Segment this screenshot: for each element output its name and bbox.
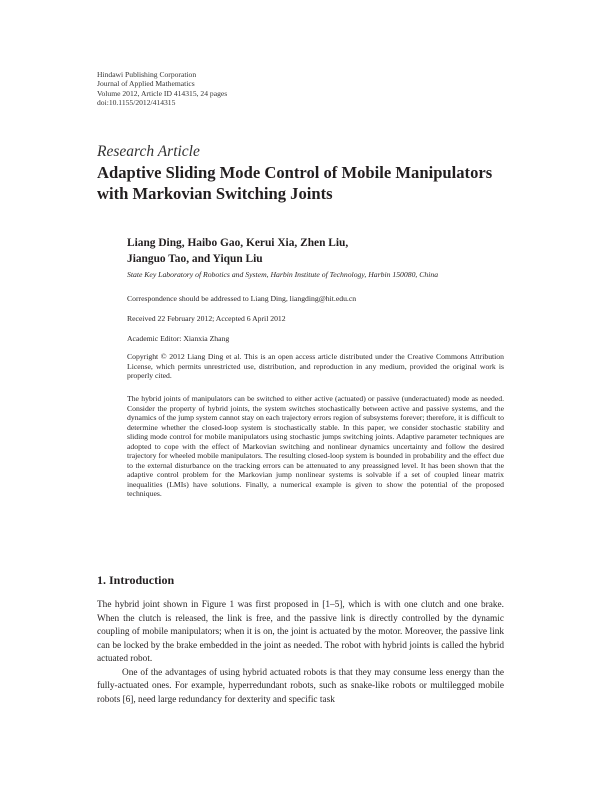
doi: doi:10.1155/2012/414315	[97, 98, 176, 108]
copyright-notice: Copyright © 2012 Liang Ding et al. This is an open access article distributed under the Creative Commons Attribution License, which permits unrestricted use, distribution, and reproduction in any medium, provided the original work is properly cited.	[127, 352, 504, 380]
abstract: The hybrid joints of manipulators can be switched to either active (actuated) or passive (underactuated) mode as needed. Consider the property of hybrid joints, the system switches stochastically between active and passive systems, and the dynamics of the jump system cannot stay on each trajectory errors region of subsystems forever; therefore, it is difficult to determine whether the closed-loop system is stochastically stable. In this paper, we consider stochastic stability and sliding mode control for mobile manipulators using stochastic jumps switching joints. Adaptive parameter techniques are adopted to cope with the effect of Markovian switching and nonlinear dynamics uncertainty and follow the desired trajectory for wheeled mobile manipulators. The resulting closed-loop system is bounded in probability and the effect due to the external disturbance on the tracking errors can be attenuated to any preassigned level. It has been shown that the adaptive control problem for the Markovian jump nonlinear systems is solvable if a set of coupled linear matrix inequalities (LMIs) have solutions. Finally, a numerical example is given to show the potential of the proposed techniques.	[127, 394, 504, 498]
article-type: Research Article	[97, 143, 200, 160]
paper-title: Adaptive Sliding Mode Control of Mobile Manipulators with Markovian Switching Joints	[97, 163, 493, 203]
section-heading: 1. Introduction	[97, 573, 175, 587]
authors-line-1: Liang Ding, Haibo Gao, Kerui Xia, Zhen Liu,	[127, 237, 349, 249]
received-date: Received 22 February 2012; Accepted 6 April 2012	[127, 314, 286, 323]
intro-paragraph-1: The hybrid joint shown in Figure 1 was first proposed in [1–5], which is with one clutch and one brake. When the clutch is released, the link is free, and the passive link is directly controlled by the dynamic coupling of mobile manipulators; when it is on, the joint is actuated by the motor. Moreover, the passive link can be locked by the brake embedded in the joint as needed. The robot with hybrid joints is called the hybrid actuated robot.	[97, 600, 504, 664]
academic-editor: Academic Editor: Xianxia Zhang	[127, 334, 230, 343]
correspondence: Correspondence should be addressed to Liang Ding, liangding@hit.edu.cn	[127, 294, 357, 303]
journal-info	[97, 70, 227, 108]
affiliation: State Key Laboratory of Robotics and System, Harbin Institute of Technology, Harbin 150080, China	[127, 270, 439, 279]
publisher-name: Hindawi Publishing Corporation	[97, 70, 197, 79]
authors-line-2: Jianguo Tao, and Yiqun Liu	[127, 253, 263, 265]
intro-paragraph-2: One of the advantages of using hybrid actuated robots is that they may consume less energy than the fully-actuated ones. For example, hyperredundant robots, such as snake-like robots or multilegged mobile robots [6], need large redundancy for dexterity and specific task	[97, 667, 504, 705]
journal-name: Journal of Applied Mathematics	[97, 79, 195, 89]
introduction-body	[97, 599, 504, 707]
volume-info: Volume 2012, Article ID 414315, 24 pages	[97, 88, 228, 98]
author-list	[127, 235, 487, 267]
